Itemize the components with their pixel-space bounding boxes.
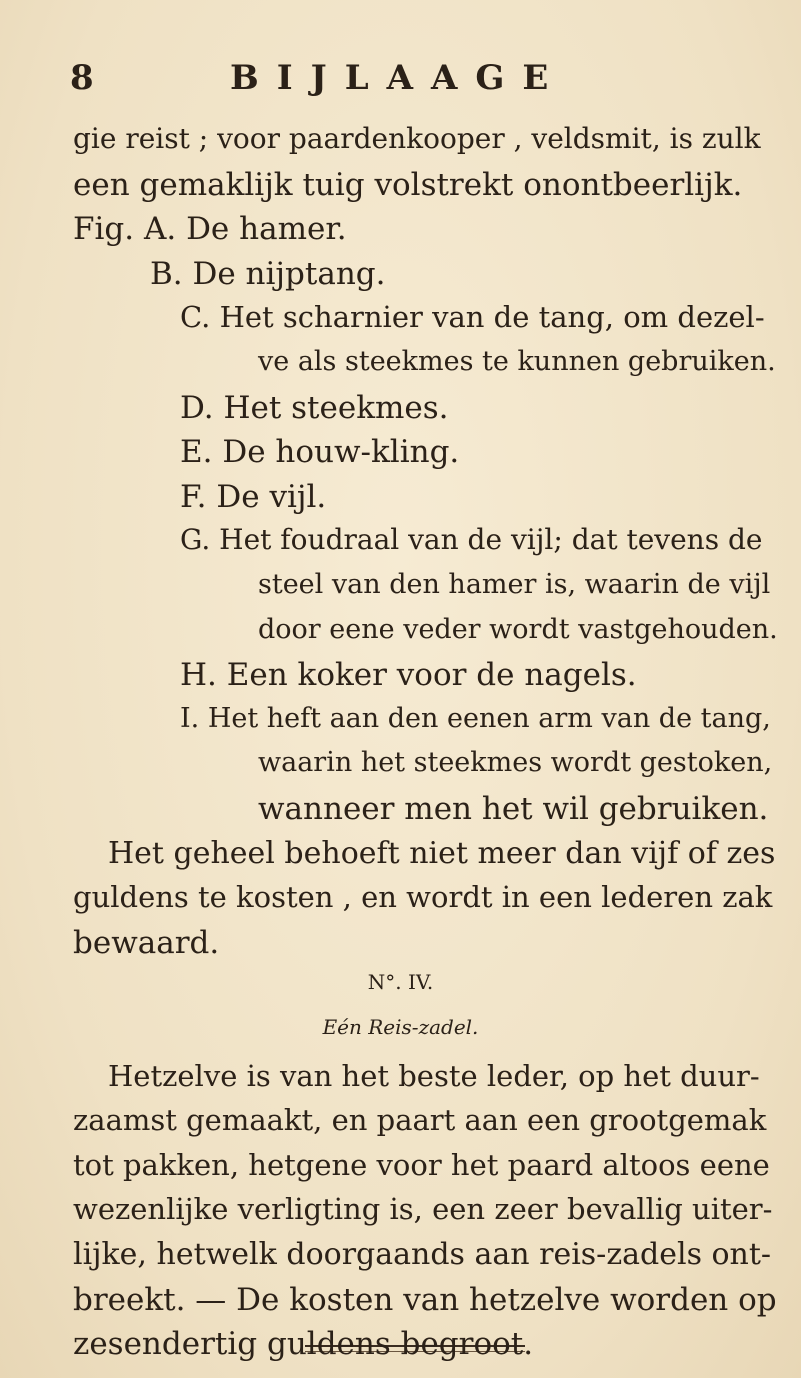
page-header bbox=[70, 58, 760, 108]
figure-caption-f: F. De vijl. bbox=[180, 478, 327, 515]
section-number: N°. IV. bbox=[367, 970, 434, 995]
text-line: tot pakken, hetgene voor het paard altoos eene bbox=[73, 1147, 770, 1182]
figure-caption-b: B. De nijptang. bbox=[150, 255, 386, 292]
text-line: Het geheel behoeft niet meer dan vijf of zes bbox=[108, 835, 776, 871]
figure-caption-i: I. Het heft aan den eenen arm van de tang, bbox=[180, 702, 771, 734]
text-line: ve als steekmes te kunnen gebruiken. bbox=[258, 346, 776, 377]
text-line: gie reist ; voor paardenkooper , veldsmit, is zulk bbox=[73, 122, 761, 155]
text-line: zesendertig guldens begroot. bbox=[73, 1326, 534, 1363]
figure-caption-d: D. Het steekmes. bbox=[180, 389, 449, 426]
figure-caption-g: G. Het foudraal van de vijl; dat tevens de bbox=[180, 523, 763, 557]
figure-caption-h: H. Een koker voor de nagels. bbox=[180, 657, 637, 694]
section-title: Eén Reis-zadel. bbox=[322, 1015, 479, 1039]
text-line: guldens te kosten , en wordt in een lederen zak bbox=[73, 880, 773, 915]
page-number: 8 bbox=[70, 58, 94, 98]
text-line: wanneer men het wil gebruiken. bbox=[258, 791, 769, 827]
text-line: wezenlijke verligting is, een zeer bevallig uiter- bbox=[73, 1192, 773, 1227]
text-line: zaamst gemaakt, en paart aan een grootgemak bbox=[73, 1103, 767, 1138]
text-line: breekt. — De kosten van hetzelve worden op bbox=[73, 1281, 777, 1318]
figure-caption-e: E. De houw-kling. bbox=[180, 434, 460, 471]
running-head: BIJLAAGE bbox=[230, 58, 567, 98]
text-line: door eene veder wordt vastgehouden. bbox=[258, 613, 778, 645]
text-line: een gemaklijk tuig volstrekt onontbeerlijk. bbox=[73, 166, 743, 203]
figure-caption-c: C. Het scharnier van de tang, om dezel- bbox=[180, 300, 765, 335]
text-line: Hetzelve is van het beste leder, op het duur- bbox=[108, 1058, 760, 1093]
text-line: lijke, hetwelk doorgaands aan reis-zadels ont- bbox=[73, 1237, 772, 1272]
figure-caption-a: Fig. A. De hamer. bbox=[73, 211, 347, 248]
text-line: steel van den hamer is, waarin de vijl bbox=[258, 569, 771, 600]
text-line: waarin het steekmes wordt gestoken, bbox=[258, 747, 773, 779]
text-line: bewaard. bbox=[73, 924, 220, 961]
